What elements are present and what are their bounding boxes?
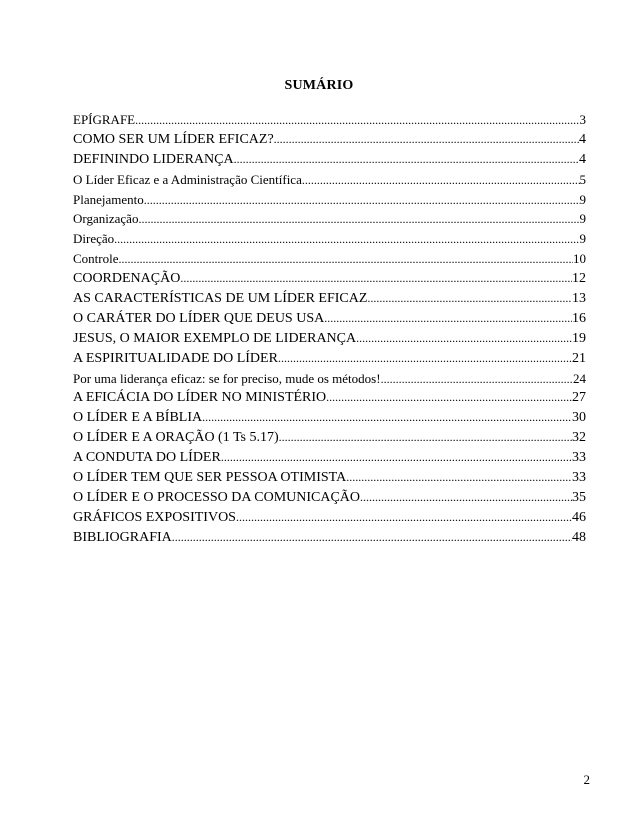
toc-entry-page: 10 bbox=[573, 251, 586, 267]
toc-dot-leader bbox=[135, 111, 579, 131]
toc-entry-page: 5 bbox=[579, 171, 586, 187]
toc-entry-title: Controle bbox=[73, 251, 119, 267]
toc-entry-title: BIBLIOGRAFIA bbox=[73, 529, 172, 545]
toc-entry-page: 35 bbox=[572, 489, 586, 505]
toc-entry-title: O LÍDER TEM QUE SER PESSOA OTIMISTA bbox=[73, 470, 347, 486]
toc-dot-leader bbox=[381, 370, 573, 390]
toc-entry-page: 9 bbox=[579, 211, 586, 227]
toc-dot-leader bbox=[180, 269, 572, 289]
toc-dot-leader bbox=[114, 230, 579, 250]
toc-entry[interactable] bbox=[73, 190, 586, 210]
toc-entry-page: 33 bbox=[572, 450, 586, 466]
toc-entry-title: EPÍGRAFE bbox=[73, 112, 136, 127]
toc-entry-page: 12 bbox=[572, 271, 586, 287]
toc-entry-page: 9 bbox=[579, 191, 586, 207]
toc-dot-leader bbox=[356, 329, 572, 349]
toc-entry-page: 32 bbox=[572, 430, 586, 446]
toc-entry[interactable] bbox=[73, 170, 586, 190]
toc-dot-leader bbox=[119, 250, 574, 270]
table-of-contents bbox=[73, 110, 586, 548]
toc-entry-page: 33 bbox=[572, 470, 586, 486]
toc-dot-leader bbox=[236, 508, 572, 528]
toc-entry-page: 48 bbox=[572, 529, 586, 545]
page-number: 2 bbox=[583, 772, 590, 787]
toc-entry-page: 4 bbox=[579, 131, 586, 147]
toc-dot-leader bbox=[138, 210, 579, 230]
page-title: SUMÁRIO bbox=[284, 78, 354, 93]
toc-entry[interactable] bbox=[73, 269, 586, 289]
toc-entry-page: 19 bbox=[572, 330, 586, 346]
toc-entry-page: 13 bbox=[572, 291, 586, 307]
toc-entry-title: O CARÁTER DO LÍDER QUE DEUS USA bbox=[73, 310, 325, 326]
toc-entry[interactable] bbox=[73, 428, 586, 448]
toc-entry[interactable] bbox=[73, 289, 586, 309]
toc-entry-title: A ESPIRITUALIDADE DO LÍDER bbox=[73, 350, 278, 366]
toc-entry-title: JESUS, O MAIOR EXEMPLO DE LIDERANÇA bbox=[73, 330, 357, 346]
toc-entry[interactable] bbox=[73, 309, 586, 329]
toc-entry-page: 21 bbox=[572, 350, 586, 366]
toc-entry-title: O LÍDER E O PROCESSO DA COMUNICAÇÃO bbox=[73, 489, 361, 505]
toc-entry[interactable] bbox=[73, 349, 586, 369]
toc-entry-title: DEFININDO LIDERANÇA bbox=[73, 151, 234, 167]
toc-dot-leader bbox=[172, 528, 572, 548]
toc-entry-title: AS CARACTERÍSTICAS DE UM LÍDER EFICAZ bbox=[73, 291, 368, 307]
toc-entry-title: O LÍDER E A BÍBLIA bbox=[73, 410, 203, 426]
toc-dot-leader bbox=[234, 150, 579, 170]
toc-entry-page: 3 bbox=[579, 112, 586, 127]
toc-dot-leader bbox=[360, 488, 572, 508]
toc-entry[interactable] bbox=[73, 408, 586, 428]
toc-dot-leader bbox=[279, 428, 572, 448]
toc-entry-page: 24 bbox=[573, 370, 586, 386]
toc-entry-title: GRÁFICOS EXPOSITIVOS bbox=[73, 509, 236, 525]
toc-entry-title: A EFICÁCIA DO LÍDER NO MINISTÉRIO bbox=[73, 390, 327, 406]
toc-entry[interactable] bbox=[73, 388, 586, 408]
toc-entry[interactable] bbox=[73, 508, 586, 528]
toc-entry[interactable] bbox=[73, 528, 586, 548]
toc-entry-title: Por uma liderança eficaz: se for preciso, mude os métodos! bbox=[73, 370, 381, 386]
toc-entry-page: 16 bbox=[572, 310, 586, 326]
toc-dot-leader bbox=[346, 468, 572, 488]
toc-dot-leader bbox=[278, 349, 572, 369]
toc-dot-leader bbox=[326, 388, 572, 408]
toc-entry-title: COMO SER UM LÍDER EFICAZ? bbox=[73, 131, 274, 147]
toc-dot-leader bbox=[274, 130, 579, 150]
toc-entry[interactable] bbox=[73, 209, 586, 229]
toc-entry[interactable] bbox=[73, 468, 586, 488]
toc-dot-leader bbox=[302, 171, 580, 191]
toc-dot-leader bbox=[324, 309, 572, 329]
toc-entry[interactable] bbox=[73, 448, 586, 468]
toc-entry[interactable] bbox=[73, 369, 586, 389]
toc-entry[interactable] bbox=[73, 229, 586, 249]
toc-entry[interactable] bbox=[73, 130, 586, 150]
toc-dot-leader bbox=[367, 289, 572, 309]
toc-entry-title: O LÍDER E A ORAÇÃO (1 Ts 5.17) bbox=[73, 430, 279, 446]
toc-entry-page: 9 bbox=[579, 231, 586, 247]
toc-dot-leader bbox=[202, 408, 572, 428]
toc-entry-title: Planejamento bbox=[73, 191, 144, 207]
toc-entry-title: O Líder Eficaz e a Administração Científica bbox=[73, 171, 302, 187]
toc-dot-leader bbox=[221, 448, 572, 468]
toc-entry-page: 30 bbox=[572, 410, 586, 426]
toc-entry-title: Direção bbox=[73, 231, 115, 247]
toc-entry[interactable] bbox=[73, 150, 586, 170]
toc-entry-title: Organização bbox=[73, 211, 139, 227]
toc-entry-title: COORDENAÇÃO bbox=[73, 271, 181, 287]
toc-entry[interactable] bbox=[73, 488, 586, 508]
toc-entry-page: 27 bbox=[572, 390, 586, 406]
toc-entry-title: A CONDUTA DO LÍDER bbox=[73, 450, 221, 466]
toc-entry[interactable] bbox=[73, 329, 586, 349]
toc-dot-leader bbox=[144, 191, 580, 211]
toc-entry-page: 4 bbox=[579, 151, 586, 167]
toc-entry[interactable] bbox=[73, 110, 586, 130]
toc-entry[interactable] bbox=[73, 249, 586, 269]
toc-entry-page: 46 bbox=[572, 509, 586, 525]
